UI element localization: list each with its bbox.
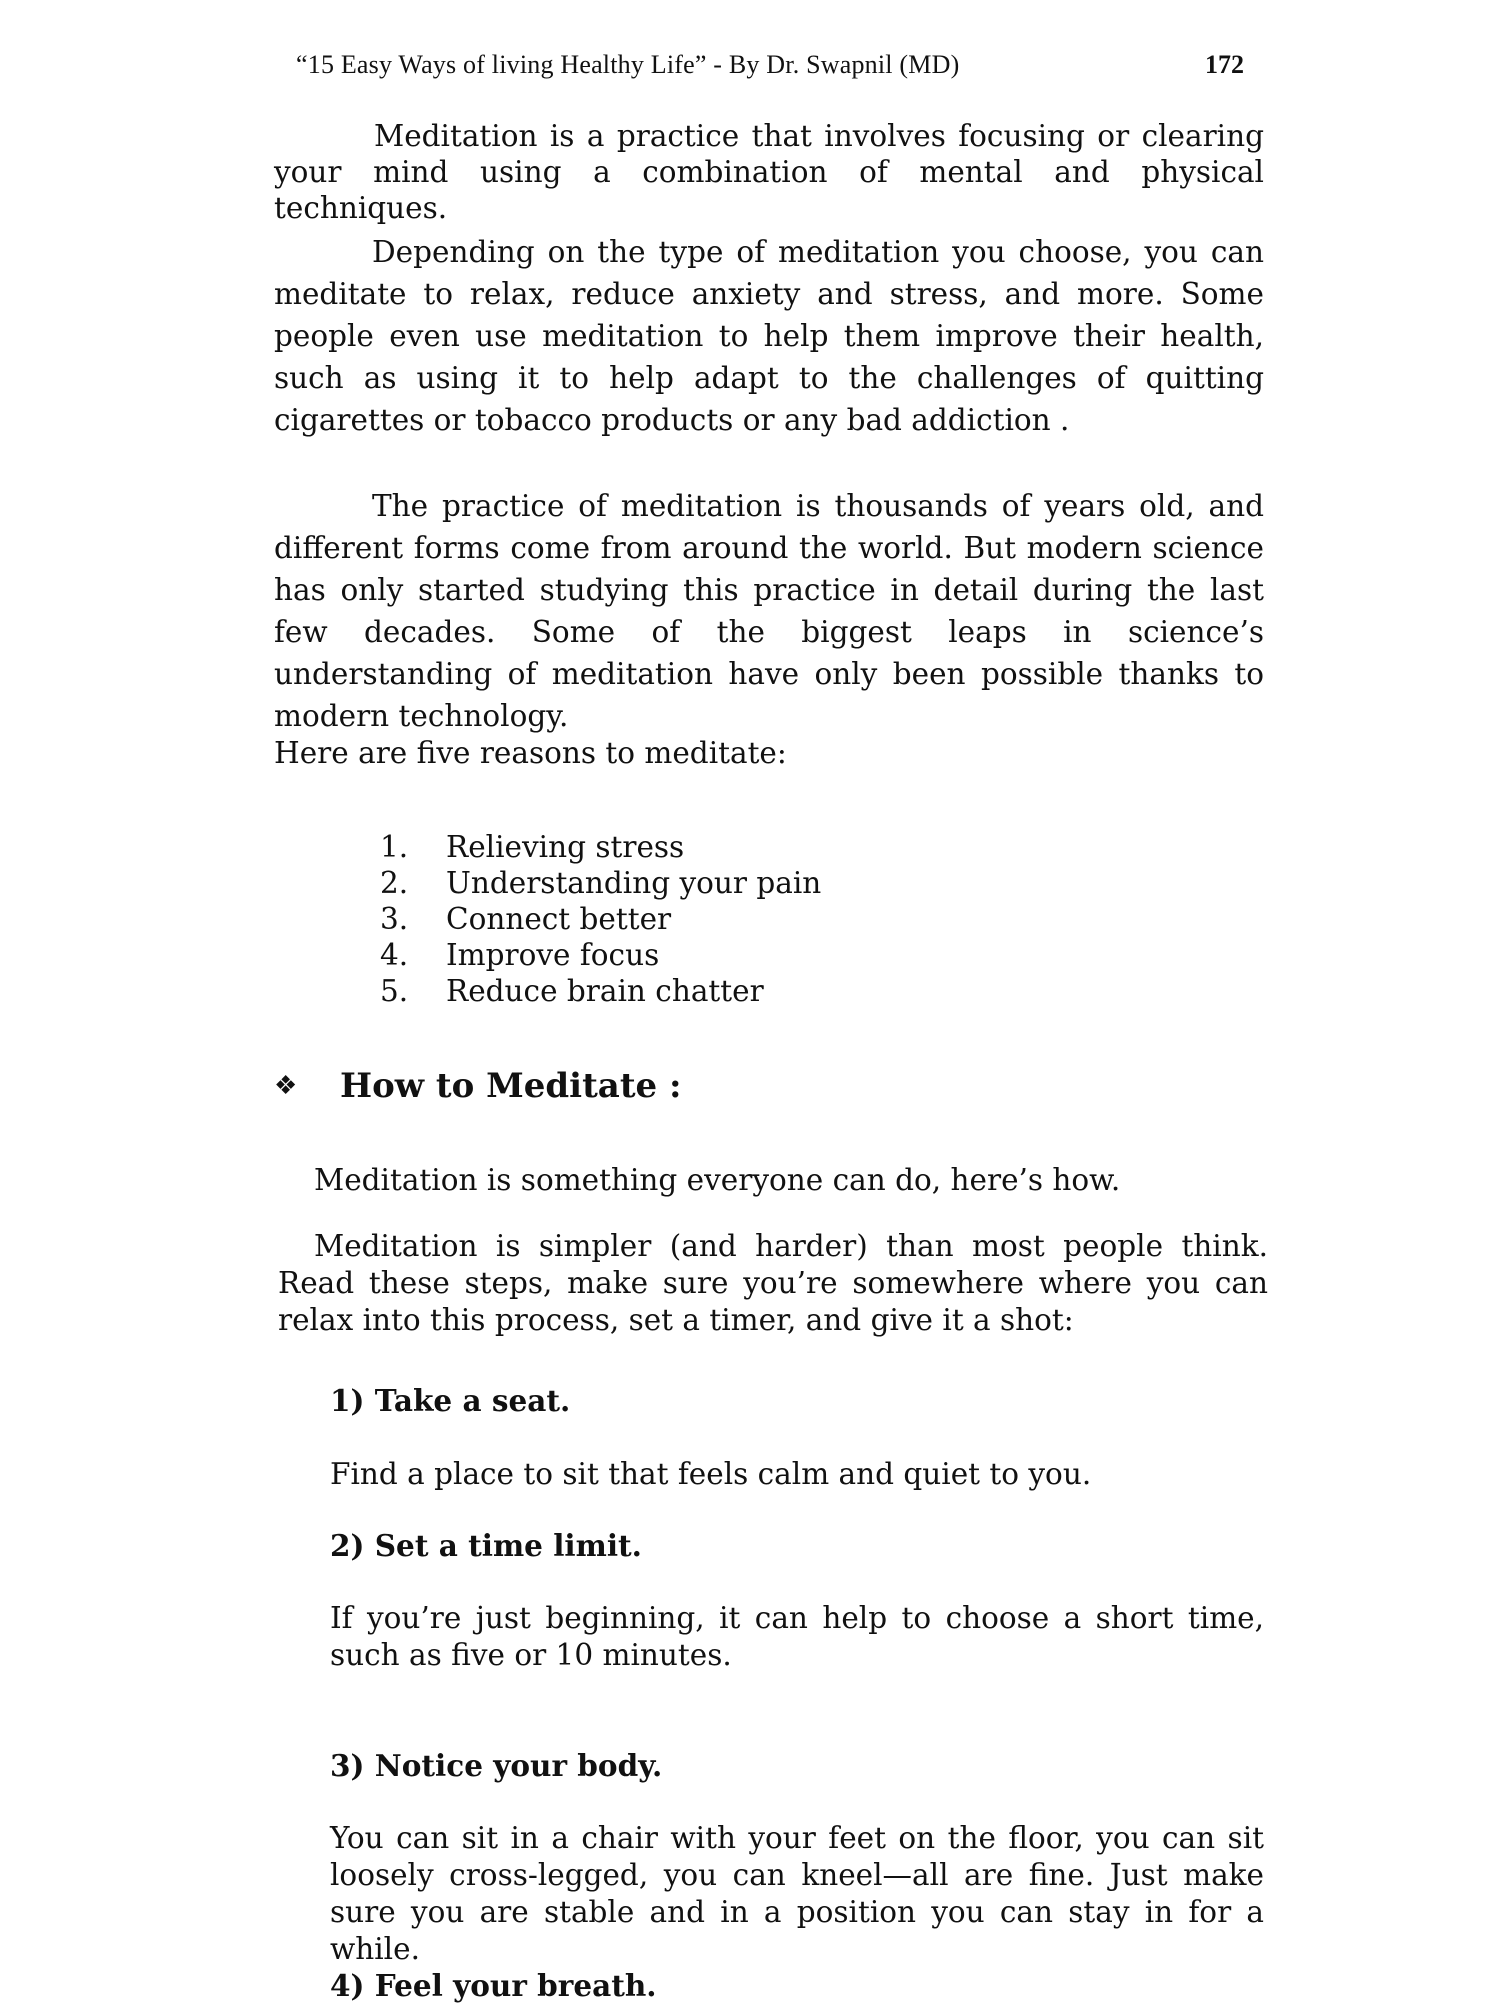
paragraph-definition: Meditation is a practice that involves focusing or clearing your mind using a combination of mental and physical techniques. xyxy=(274,119,1264,225)
running-header xyxy=(296,50,1256,90)
reasons-list xyxy=(380,829,821,1009)
list-text: Improve focus xyxy=(446,938,660,972)
list-number: 5. xyxy=(380,974,409,1008)
paragraph-types: Depending on the type of meditation you choose, you can meditate to relax, reduce anxiety and stress, and more. Some people even use meditation to help them improve their health, such as using it to help adapt to the challenges of quitting cigarettes or tobacco products or any bad addiction . xyxy=(274,235,1264,437)
list-number: 2. xyxy=(380,866,409,900)
list-item xyxy=(380,829,821,865)
section-heading xyxy=(274,1066,682,1106)
list-text: Connect better xyxy=(446,902,672,936)
list-item xyxy=(380,937,821,973)
page-number: 172 xyxy=(1205,50,1244,79)
step-text: If you’re just beginning, it can help to choose a short time, such as five or 10 minutes. xyxy=(330,1601,1264,1672)
paragraph-history: The practice of meditation is thousands of years old, and different forms come from around the world. But modern science has only started studying this practice in detail during the last few decades. Some of the biggest leaps in science’s understanding of meditation have only been possible thanks to modern technology. xyxy=(274,489,1264,733)
step-title: 2) Set a time limit. xyxy=(330,1528,642,1563)
list-item xyxy=(380,973,821,1009)
list-item xyxy=(380,901,821,937)
step-title: 4) Feel your breath. xyxy=(330,1968,657,2003)
list-text: Understanding your pain xyxy=(446,866,822,900)
step-title: 3) Notice your body. xyxy=(330,1748,663,1783)
reasons-intro: Here are five reasons to meditate: xyxy=(274,736,787,770)
section-intro: Meditation is something everyone can do, here’s how. xyxy=(314,1163,1121,1197)
diamond-bullet-icon: ❖ xyxy=(274,1071,298,1101)
list-text: Reduce brain chatter xyxy=(446,974,764,1008)
list-number: 1. xyxy=(380,830,409,864)
step-text: You can sit in a chair with your feet on the floor, you can sit loosely cross-legged, you can kneel—all are fine. Just make sure you are stable and in a position you can stay in for a while. xyxy=(330,1821,1264,1966)
book-title: “15 Easy Ways of living Healthy Life” - By Dr. Swapnil (MD) xyxy=(296,50,960,79)
list-text: Relieving stress xyxy=(446,830,685,864)
list-number: 4. xyxy=(380,938,409,972)
step-text: Find a place to sit that feels calm and quiet to you. xyxy=(330,1457,1092,1491)
list-item xyxy=(380,865,821,901)
section-title: How to Meditate : xyxy=(340,1066,682,1106)
section-body: Meditation is simpler (and harder) than most people think. Read these steps, make sure you’re somewhere where you can relax into this process, set a timer, and give it a shot: xyxy=(278,1229,1268,1337)
list-number: 3. xyxy=(380,902,409,936)
step-title: 1) Take a seat. xyxy=(330,1383,571,1418)
